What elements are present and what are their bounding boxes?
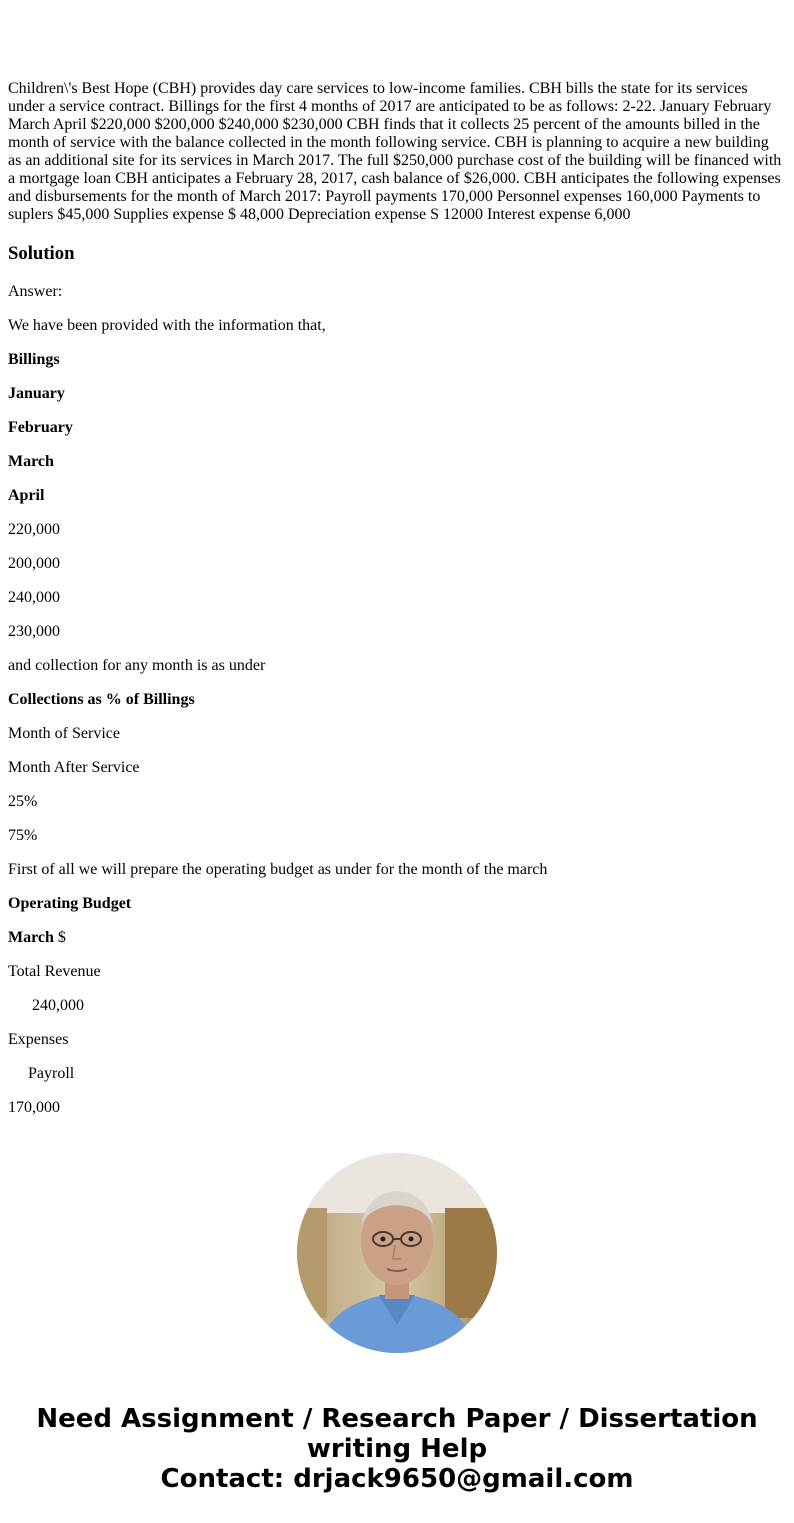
payroll-label: Payroll bbox=[28, 1065, 75, 1082]
avatar bbox=[297, 1153, 497, 1353]
person-photo-icon bbox=[297, 1153, 497, 1353]
payroll-value: 170,000 bbox=[8, 1099, 60, 1116]
total-revenue-value: 240,000 bbox=[32, 997, 84, 1014]
expenses-label: Expenses bbox=[8, 1031, 69, 1048]
total-revenue-label: Total Revenue bbox=[8, 963, 101, 980]
collections-header: Collections as % of Billings bbox=[8, 691, 195, 708]
solution-heading: Solution bbox=[8, 243, 75, 264]
billing-month: January bbox=[8, 385, 65, 402]
collection-value: 75% bbox=[8, 827, 38, 844]
document-content bbox=[8, 80, 784, 1133]
collection-label: Month After Service bbox=[8, 759, 140, 776]
budget-currency: $ bbox=[53, 929, 66, 946]
budget-month-row bbox=[8, 929, 784, 947]
answer-label: Answer: bbox=[8, 283, 63, 300]
billing-value: 220,000 bbox=[8, 521, 60, 538]
cta-line-1: Need Assignment / Research Paper / Dissertation bbox=[36, 1404, 758, 1434]
collection-intro: and collection for any month is as under bbox=[8, 657, 266, 674]
cta-line-2: writing Help bbox=[306, 1434, 488, 1464]
budget-month: March bbox=[8, 929, 54, 946]
budget-header: Operating Budget bbox=[8, 895, 132, 912]
collection-value: 25% bbox=[8, 793, 38, 810]
billing-value: 240,000 bbox=[8, 589, 60, 606]
billing-month: March bbox=[8, 453, 54, 470]
question-text: Children\'s Best Hope (CBH) provides day care services to low-income families. CBH bills the state for its services under a service contract. Billings for the first 4 months of 2017 are anticipated to be as follows: 2-22. January February March April $220,000 $200,000 $240,000 $230,000 CBH finds that it collects 25 percent of the amounts billed in the month of service with the balance collected in the month following service. CBH is planning to acquire a new building as an additional site for its services in March 2017. The full $250,000 purchase cost of the building will be financed with a mortgage loan CBH anticipates a February 28, 2017, cash balance of $26,000. CBH anticipates the following expenses and disbursements for the month of March 2017: Payroll payments 170,000 Personnel expenses 160,000 Payments to suplers $45,000 Supplies expense $ 48,000 Depreciation expense S 12000 Interest expense 6,000 bbox=[8, 80, 782, 223]
billing-value: 200,000 bbox=[8, 555, 60, 572]
cta-contact: Contact: drjack9650@gmail.com bbox=[160, 1464, 634, 1494]
billing-value: 230,000 bbox=[8, 623, 60, 640]
intro-text: We have been provided with the information that, bbox=[8, 317, 326, 334]
billing-month: April bbox=[8, 487, 45, 504]
contact-banner bbox=[0, 1404, 794, 1494]
collection-label: Month of Service bbox=[8, 725, 120, 742]
billings-header: Billings bbox=[8, 351, 60, 368]
budget-intro: First of all we will prepare the operating budget as under for the month of the march bbox=[8, 861, 548, 878]
billing-month: February bbox=[8, 419, 73, 436]
